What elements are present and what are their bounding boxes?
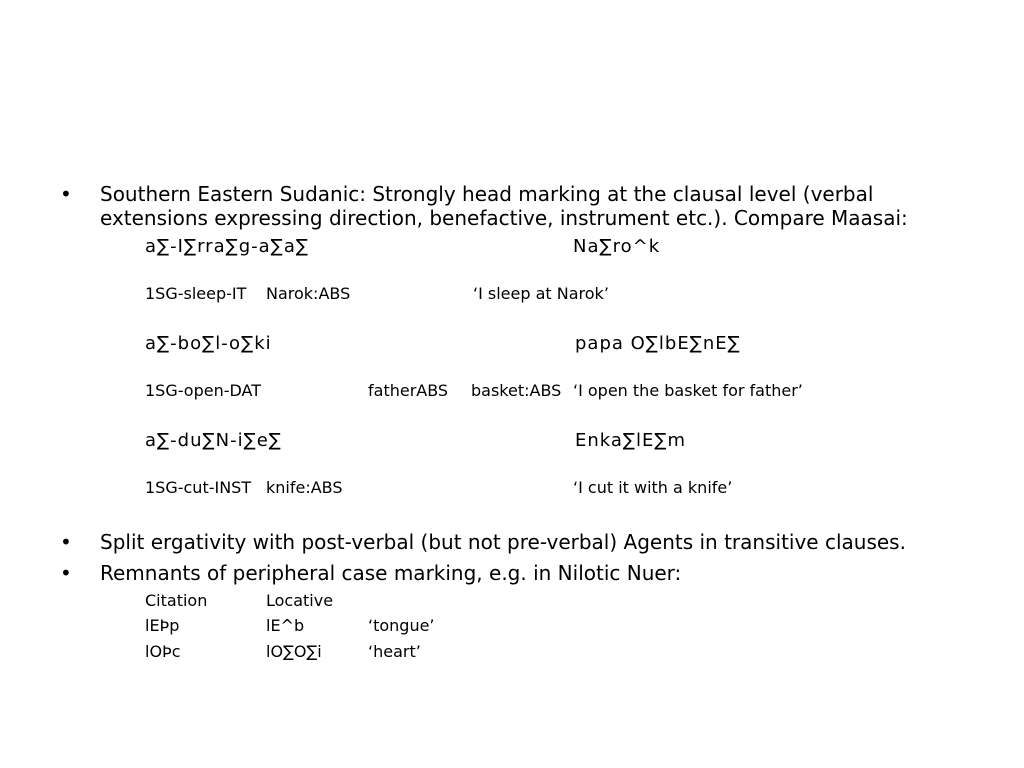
citation-form: lEÞp <box>145 616 180 635</box>
bullet-marker: • <box>60 182 72 206</box>
column-header-locative: Locative <box>266 591 334 610</box>
example-gloss-row <box>145 478 845 498</box>
bullet-text: Southern Eastern Sudanic: Strongly head marking at the clausal level (verbal extensions expressing direction, benefactive, instrument etc.). Compare Maasai: <box>100 182 908 230</box>
bullet-text: Remnants of peripheral case marking, e.g. in Nilotic Nuer: <box>100 561 682 585</box>
example-noun-glyphs: Enka∑lE∑m <box>575 430 687 451</box>
example-verb-glyphs: a∑-du∑N-i∑e∑ <box>145 430 282 451</box>
example-gloss-row <box>145 284 845 304</box>
gloss-noun: knife:ABS <box>266 478 343 497</box>
example-glyph-row <box>145 333 865 355</box>
example-noun-glyphs: Na∑ro^k <box>573 236 661 257</box>
locative-form: lO∑O∑i <box>266 642 322 661</box>
gloss-translation: ‘I sleep at Narok’ <box>473 284 609 303</box>
nuer-table-row <box>145 616 465 636</box>
locative-form: lE^b <box>266 616 305 635</box>
example-glyph-row <box>145 236 845 258</box>
gloss-verb: 1SG-sleep-IT <box>145 284 247 303</box>
gloss-noun: fatherABS <box>368 381 449 400</box>
gloss-verb: 1SG-open-DAT <box>145 381 262 400</box>
example-glyph-row <box>145 430 845 452</box>
gloss-translation: ‘I cut it with a knife’ <box>573 478 733 497</box>
example-verb-glyphs: a∑-bo∑l-o∑ki <box>145 333 272 354</box>
example-noun-glyphs: papa O∑lbE∑nE∑ <box>575 333 741 354</box>
nuer-table-header <box>145 591 445 611</box>
gloss-translation: ‘I open the basket for father’ <box>573 381 803 400</box>
bullet-marker: • <box>60 561 72 585</box>
nuer-table-row <box>145 642 465 662</box>
citation-form: lOÞc <box>145 642 181 661</box>
bullet-text: Split ergativity with post-verbal (but not pre-verbal) Agents in transitive clauses. <box>100 530 906 554</box>
example-verb-glyphs: a∑-I∑rra∑g-a∑a∑ <box>145 236 309 257</box>
gloss-noun: basket:ABS <box>471 381 562 400</box>
gloss-noun: Narok:ABS <box>266 284 351 303</box>
gloss-verb: 1SG-cut-INST <box>145 478 252 497</box>
bullet-marker: • <box>60 530 72 554</box>
example-gloss-row <box>145 381 865 401</box>
column-header-citation: Citation <box>145 591 208 610</box>
meaning: ‘tongue’ <box>368 616 435 635</box>
meaning: ‘heart’ <box>368 642 421 661</box>
